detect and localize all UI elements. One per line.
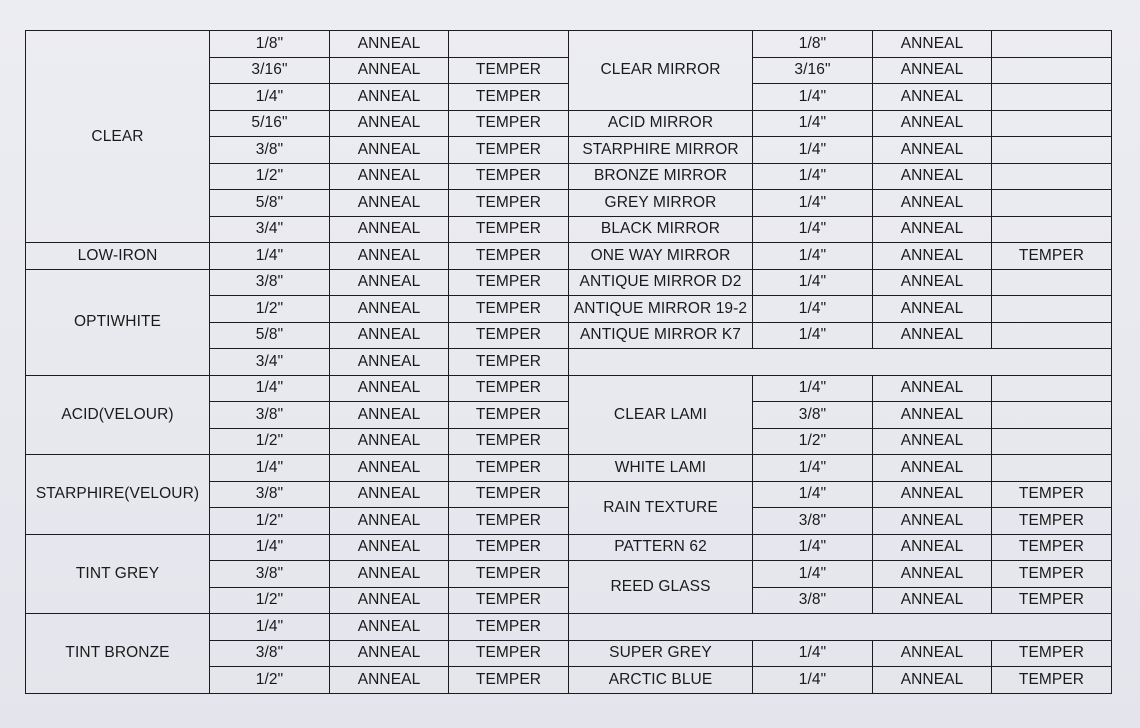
mirror-type-cell: ANTIQUE MIRROR K7 (569, 322, 753, 349)
anneal-cell: ANNEAL (330, 614, 449, 641)
thickness-cell: 3/16" (210, 57, 330, 84)
empty-cell (569, 349, 753, 376)
mirror-anneal-cell: ANNEAL (873, 57, 992, 84)
empty-cell (873, 349, 992, 376)
glass-type-cell: ACID(VELOUR) (26, 375, 210, 455)
glass-type-cell: TINT GREY (26, 534, 210, 614)
mirror-type-cell: ANTIQUE MIRROR D2 (569, 269, 753, 296)
mirror-temper-cell: TEMPER (992, 587, 1112, 614)
glass-type-cell: STARPHIRE(VELOUR) (26, 455, 210, 535)
mirror-temper-cell: TEMPER (992, 561, 1112, 588)
thickness-cell: 1/4" (210, 534, 330, 561)
mirror-temper-cell: TEMPER (992, 667, 1112, 694)
anneal-cell: ANNEAL (330, 561, 449, 588)
mirror-anneal-cell: ANNEAL (873, 84, 992, 111)
temper-cell: TEMPER (449, 481, 569, 508)
anneal-cell: ANNEAL (330, 163, 449, 190)
temper-cell: TEMPER (449, 57, 569, 84)
mirror-anneal-cell: ANNEAL (873, 137, 992, 164)
temper-cell: TEMPER (449, 455, 569, 482)
temper-cell: TEMPER (449, 243, 569, 270)
thickness-cell: 1/4" (210, 375, 330, 402)
mirror-thickness-cell: 1/4" (753, 667, 873, 694)
thickness-cell: 1/2" (210, 587, 330, 614)
temper-cell: TEMPER (449, 296, 569, 323)
mirror-temper-cell (992, 269, 1112, 296)
temper-cell: TEMPER (449, 190, 569, 217)
mirror-thickness-cell: 3/16" (753, 57, 873, 84)
thickness-cell: 5/8" (210, 190, 330, 217)
table-row (26, 375, 1112, 402)
mirror-anneal-cell: ANNEAL (873, 534, 992, 561)
mirror-temper-cell (992, 110, 1112, 137)
mirror-thickness-cell: 1/4" (753, 216, 873, 243)
temper-cell: TEMPER (449, 137, 569, 164)
mirror-thickness-cell: 1/2" (753, 428, 873, 455)
mirror-temper-cell (992, 163, 1112, 190)
temper-cell: TEMPER (449, 322, 569, 349)
thickness-cell: 3/8" (210, 640, 330, 667)
mirror-anneal-cell: ANNEAL (873, 216, 992, 243)
glass-type-cell: LOW-IRON (26, 243, 210, 270)
mirror-thickness-cell: 1/4" (753, 84, 873, 111)
table-row (26, 534, 1112, 561)
thickness-cell: 1/4" (210, 614, 330, 641)
mirror-thickness-cell: 1/4" (753, 190, 873, 217)
mirror-thickness-cell: 3/8" (753, 402, 873, 429)
temper-cell: TEMPER (449, 163, 569, 190)
mirror-type-cell: CLEAR LAMI (569, 375, 753, 455)
temper-cell: TEMPER (449, 561, 569, 588)
thickness-cell: 3/4" (210, 349, 330, 376)
mirror-thickness-cell: 1/4" (753, 455, 873, 482)
mirror-type-cell: ACID MIRROR (569, 110, 753, 137)
mirror-anneal-cell: ANNEAL (873, 190, 992, 217)
thickness-cell: 1/8" (210, 31, 330, 58)
mirror-thickness-cell: 1/4" (753, 561, 873, 588)
table-row (26, 31, 1112, 58)
empty-cell (873, 614, 992, 641)
mirror-temper-cell: TEMPER (992, 640, 1112, 667)
mirror-temper-cell (992, 428, 1112, 455)
mirror-anneal-cell: ANNEAL (873, 481, 992, 508)
temper-cell: TEMPER (449, 269, 569, 296)
table-row (26, 614, 1112, 641)
mirror-thickness-cell: 1/4" (753, 243, 873, 270)
mirror-temper-cell (992, 190, 1112, 217)
anneal-cell: ANNEAL (330, 455, 449, 482)
thickness-cell: 1/2" (210, 667, 330, 694)
anneal-cell: ANNEAL (330, 640, 449, 667)
table-row (26, 243, 1112, 270)
mirror-temper-cell (992, 455, 1112, 482)
mirror-thickness-cell: 1/4" (753, 322, 873, 349)
mirror-thickness-cell: 1/8" (753, 31, 873, 58)
anneal-cell: ANNEAL (330, 402, 449, 429)
temper-cell: TEMPER (449, 84, 569, 111)
mirror-anneal-cell: ANNEAL (873, 322, 992, 349)
thickness-cell: 5/16" (210, 110, 330, 137)
mirror-type-cell: STARPHIRE MIRROR (569, 137, 753, 164)
mirror-temper-cell (992, 137, 1112, 164)
mirror-temper-cell: TEMPER (992, 481, 1112, 508)
thickness-cell: 1/2" (210, 508, 330, 535)
mirror-temper-cell (992, 322, 1112, 349)
empty-cell (753, 614, 873, 641)
mirror-thickness-cell: 1/4" (753, 137, 873, 164)
mirror-anneal-cell: ANNEAL (873, 243, 992, 270)
thickness-cell: 5/8" (210, 322, 330, 349)
mirror-temper-cell (992, 31, 1112, 58)
mirror-thickness-cell: 1/4" (753, 375, 873, 402)
anneal-cell: ANNEAL (330, 587, 449, 614)
mirror-anneal-cell: ANNEAL (873, 640, 992, 667)
anneal-cell: ANNEAL (330, 349, 449, 376)
mirror-type-cell: SUPER GREY (569, 640, 753, 667)
temper-cell: TEMPER (449, 402, 569, 429)
empty-cell (753, 349, 873, 376)
mirror-temper-cell (992, 216, 1112, 243)
mirror-temper-cell: TEMPER (992, 534, 1112, 561)
temper-cell (449, 31, 569, 58)
thickness-cell: 3/8" (210, 481, 330, 508)
mirror-anneal-cell: ANNEAL (873, 269, 992, 296)
mirror-anneal-cell: ANNEAL (873, 163, 992, 190)
anneal-cell: ANNEAL (330, 243, 449, 270)
mirror-thickness-cell: 1/4" (753, 163, 873, 190)
mirror-anneal-cell: ANNEAL (873, 296, 992, 323)
mirror-temper-cell: TEMPER (992, 508, 1112, 535)
temper-cell: TEMPER (449, 667, 569, 694)
anneal-cell: ANNEAL (330, 110, 449, 137)
mirror-type-cell: ANTIQUE MIRROR 19-2 (569, 296, 753, 323)
anneal-cell: ANNEAL (330, 667, 449, 694)
mirror-thickness-cell: 1/4" (753, 640, 873, 667)
anneal-cell: ANNEAL (330, 84, 449, 111)
mirror-thickness-cell: 1/4" (753, 534, 873, 561)
mirror-anneal-cell: ANNEAL (873, 375, 992, 402)
mirror-type-cell: ONE WAY MIRROR (569, 243, 753, 270)
anneal-cell: ANNEAL (330, 296, 449, 323)
anneal-cell: ANNEAL (330, 137, 449, 164)
anneal-cell: ANNEAL (330, 322, 449, 349)
mirror-anneal-cell: ANNEAL (873, 508, 992, 535)
mirror-anneal-cell: ANNEAL (873, 561, 992, 588)
glass-type-cell: TINT BRONZE (26, 614, 210, 694)
thickness-cell: 1/2" (210, 428, 330, 455)
empty-cell (992, 614, 1112, 641)
mirror-thickness-cell: 3/8" (753, 587, 873, 614)
temper-cell: TEMPER (449, 508, 569, 535)
mirror-anneal-cell: ANNEAL (873, 667, 992, 694)
mirror-thickness-cell: 3/8" (753, 508, 873, 535)
mirror-type-cell: GREY MIRROR (569, 190, 753, 217)
mirror-anneal-cell: ANNEAL (873, 428, 992, 455)
temper-cell: TEMPER (449, 349, 569, 376)
thickness-cell: 3/8" (210, 137, 330, 164)
temper-cell: TEMPER (449, 587, 569, 614)
anneal-cell: ANNEAL (330, 216, 449, 243)
table-row (26, 455, 1112, 482)
temper-cell: TEMPER (449, 428, 569, 455)
mirror-anneal-cell: ANNEAL (873, 110, 992, 137)
mirror-temper-cell (992, 375, 1112, 402)
mirror-temper-cell (992, 84, 1112, 111)
glass-availability-table (25, 30, 1112, 694)
temper-cell: TEMPER (449, 375, 569, 402)
anneal-cell: ANNEAL (330, 190, 449, 217)
temper-cell: TEMPER (449, 640, 569, 667)
table-row (26, 269, 1112, 296)
mirror-temper-cell (992, 402, 1112, 429)
anneal-cell: ANNEAL (330, 534, 449, 561)
anneal-cell: ANNEAL (330, 375, 449, 402)
thickness-cell: 1/2" (210, 163, 330, 190)
anneal-cell: ANNEAL (330, 269, 449, 296)
mirror-type-cell: PATTERN 62 (569, 534, 753, 561)
mirror-anneal-cell: ANNEAL (873, 455, 992, 482)
thickness-cell: 3/8" (210, 402, 330, 429)
mirror-anneal-cell: ANNEAL (873, 31, 992, 58)
thickness-cell: 1/4" (210, 455, 330, 482)
mirror-thickness-cell: 1/4" (753, 481, 873, 508)
anneal-cell: ANNEAL (330, 481, 449, 508)
mirror-temper-cell (992, 296, 1112, 323)
mirror-temper-cell (992, 57, 1112, 84)
thickness-cell: 3/8" (210, 561, 330, 588)
temper-cell: TEMPER (449, 110, 569, 137)
thickness-cell: 1/2" (210, 296, 330, 323)
temper-cell: TEMPER (449, 534, 569, 561)
anneal-cell: ANNEAL (330, 428, 449, 455)
thickness-cell: 3/4" (210, 216, 330, 243)
mirror-thickness-cell: 1/4" (753, 110, 873, 137)
anneal-cell: ANNEAL (330, 508, 449, 535)
glass-type-cell: OPTIWHITE (26, 269, 210, 375)
mirror-type-cell: ARCTIC BLUE (569, 667, 753, 694)
thickness-cell: 3/8" (210, 269, 330, 296)
glass-type-cell: CLEAR (26, 31, 210, 243)
mirror-type-cell: RAIN TEXTURE (569, 481, 753, 534)
mirror-anneal-cell: ANNEAL (873, 587, 992, 614)
thickness-cell: 1/4" (210, 243, 330, 270)
mirror-anneal-cell: ANNEAL (873, 402, 992, 429)
temper-cell: TEMPER (449, 614, 569, 641)
mirror-temper-cell: TEMPER (992, 243, 1112, 270)
mirror-type-cell: BLACK MIRROR (569, 216, 753, 243)
anneal-cell: ANNEAL (330, 31, 449, 58)
thickness-cell: 1/4" (210, 84, 330, 111)
temper-cell: TEMPER (449, 216, 569, 243)
mirror-type-cell: WHITE LAMI (569, 455, 753, 482)
mirror-type-cell: BRONZE MIRROR (569, 163, 753, 190)
empty-cell (992, 349, 1112, 376)
mirror-type-cell: CLEAR MIRROR (569, 31, 753, 111)
mirror-type-cell: REED GLASS (569, 561, 753, 614)
anneal-cell: ANNEAL (330, 57, 449, 84)
mirror-thickness-cell: 1/4" (753, 296, 873, 323)
mirror-thickness-cell: 1/4" (753, 269, 873, 296)
empty-cell (569, 614, 753, 641)
